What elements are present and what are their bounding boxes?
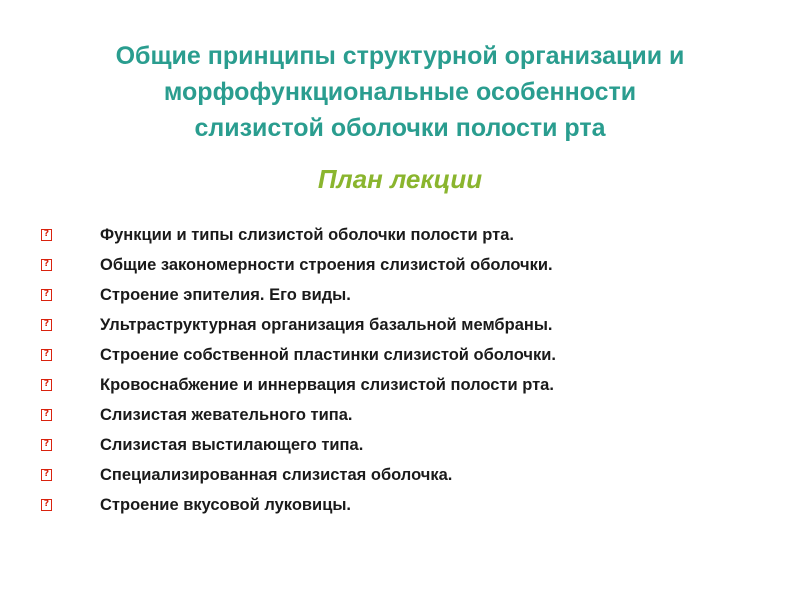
slide-title [20,38,780,146]
title-line: слизистой оболочки полости рта [194,114,606,142]
lecture-plan-list [40,220,780,520]
missing-glyph-box-icon: ? [41,349,52,361]
list-item-text: Ультраструктурная организация базальной мембраны. [100,316,553,334]
missing-glyph-box-icon: ? [41,499,52,511]
list-item [40,370,780,400]
missing-glyph-box-icon: ? [41,409,52,421]
missing-glyph-box-icon: ? [41,439,52,451]
missing-glyph-box-icon: ? [41,469,52,481]
list-item-text: Кровоснабжение и иннервация слизистой полости рта. [100,376,554,394]
list-item [40,250,780,280]
list-item [40,310,780,340]
list-item-text: Строение вкусовой луковицы. [100,496,352,514]
list-item [40,490,780,520]
missing-glyph-box-icon: ? [41,289,52,301]
list-item-text: Слизистая выстилающего типа. [100,436,364,454]
list-item [40,220,780,250]
title-line: морфофункциональные особенности [163,78,637,106]
list-item [40,280,780,310]
list-item-text: Строение эпителия. Его виды. [100,286,351,304]
list-item [40,460,780,490]
list-item [40,430,780,460]
list-item-text: Слизистая жевательного типа. [100,406,353,424]
list-item [40,400,780,430]
title-line: Общие принципы структурной организации и [115,42,685,70]
list-item-text: Общие закономерности строения слизистой оболочки. [100,256,553,274]
list-item-text: Строение собственной пластинки слизистой оболочки. [100,346,556,364]
missing-glyph-box-icon: ? [41,259,52,271]
slide-subtitle: План лекции [317,164,483,194]
list-item-text: Функции и типы слизистой оболочки полости рта. [100,226,514,244]
missing-glyph-box-icon: ? [41,229,52,241]
missing-glyph-box-icon: ? [41,379,52,391]
list-item [40,340,780,370]
missing-glyph-box-icon: ? [41,319,52,331]
list-item-text: Специализированная слизистая оболочка. [100,466,453,484]
